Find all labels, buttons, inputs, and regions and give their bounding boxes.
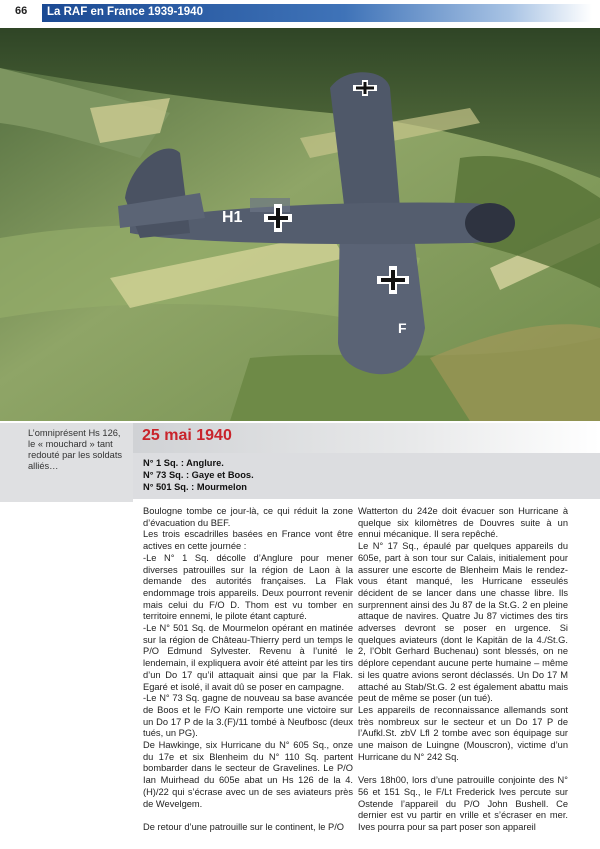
text-column-left (143, 506, 353, 834)
section-header (133, 423, 600, 453)
running-title: La RAF en France 1939-1940 (47, 6, 203, 18)
paragraph: Le N° 17 Sq., épaulé par quelques appareils du 605e, part à son tour sur Calais, initialement pour assurer une escorte de Blenheim Mais le rendez-vous étant manqué, les Hurricane esseulés décident de se lancer dans une chasse libre. Ils surprennent ainsi des Ju 87 de la St.G. 2 en pleine attaque de navires. Quatre Ju 87 victimes des tirs adverses devront se poser en urgence. Si quelques aviateurs (dont le Kapitän de la 4./St.G. 2, l’Oblt Gerhard Buchenau) sont blessés, on ne déplore cependant aucune perte humaine – même si les quatre avions seront déclassés. Un Do 17 M attaché au Stab/St.G. 2 est également abattu mais peut de même se poser (un tué). (358, 541, 568, 704)
fuselage-code: H1 (222, 209, 243, 226)
paragraph: Les trois escadrilles basées en France vont être actives en cette journée : (143, 529, 353, 552)
paragraph: -Le N° 501 Sq. de Mourmelon opérant en matinée sur la région de Château-Thierry perd un temps le P/O Edmund Sylvester. Revenu à l’unité le lendemain, il expliquera avoir été atteint par les tirs d’un Do 17 qu’il attaquait ainsi que par la Flak. Egaré et isolé, il avait dû se poser en campagne. (143, 623, 353, 692)
caption-box (0, 423, 133, 502)
paragraph: De Hawkinge, six Hurricane du N° 605 Sq., onze du 17e et six Blenheim du N° 110 Sq. partent bombarder dans le secteur de Gravelines. Le P/O Ian Muirhead du 605e abat un Hs 126 de la 4.(H)/22 qui s’écrase avec un de ses aviateurs près de Wevelgem. (143, 740, 353, 809)
page-header (0, 0, 600, 24)
paragraph: De retour d’une patrouille sur le continent, le P/O (143, 821, 345, 832)
paragraph: Watterton du 242e doit évacuer son Hurricane à quelque six kilomètres de Douvres suite à un ennui mécanique. Il sera repêché. (358, 506, 568, 540)
paragraph: Les appareils de reconnaissance allemands sont très nombreux sur le secteur et un Do 17 P de l’Aufkl.St. zbV Lfl 2 tombe avec son équipage sur une maison de Luingne (Mouscron), victime d’un Hurricane du N° 242 Sq. (358, 704, 568, 762)
squadron-entry: N° 501 Sq. : Mourmelon (143, 482, 247, 492)
page-number: 66 (15, 5, 28, 17)
aircraft-photo (0, 28, 600, 421)
paragraph: Vers 18h00, lors d’une patrouille conjointe des N° 56 et 151 Sq., le F/Lt Frederick Ives percute sur Ostende l’appareil du P/O John Bushell. Ce dernier est vu partir en vrille et s’écraser en mer. Ives pourra pour sa part poser son appareil (358, 775, 568, 832)
running-title-bar (42, 4, 592, 22)
squadron-list (133, 453, 600, 499)
photo-caption: L’omniprésent Hs 126, le « mouchard » tant redouté par les soldats alliés… (28, 428, 123, 471)
section-title: 25 mai 1940 (142, 427, 232, 444)
text-column-right (358, 506, 568, 834)
squadron-entry: N° 73 Sq. : Gaye et Boos. (143, 470, 254, 480)
paragraph: Boulogne tombe ce jour-là, ce qui réduit la zone d’évacuation du BEF. (143, 506, 353, 528)
wing-letter: F (398, 320, 407, 336)
paragraph: -Le N° 1 Sq. décolle d’Anglure pour mener diverses patrouilles sur la région de Laon à la demande des autorités françaises. La Flak endommage trois appareils. Deux pourront revenir mais celui du F/O D. Thom est vu tomber en territoire ennemi, le pilote étant capturé. (143, 552, 353, 622)
squadron-entry: N° 1 Sq. : Anglure. (143, 458, 224, 468)
paragraph: -Le N° 73 Sq. gagne de nouveau sa base avancée de Boos et le F/O Kain remporte une victoire sur un Do 17 P de la 3.(F)/11 tombé à Neufbosc (deux tués, un PG). (143, 693, 353, 739)
